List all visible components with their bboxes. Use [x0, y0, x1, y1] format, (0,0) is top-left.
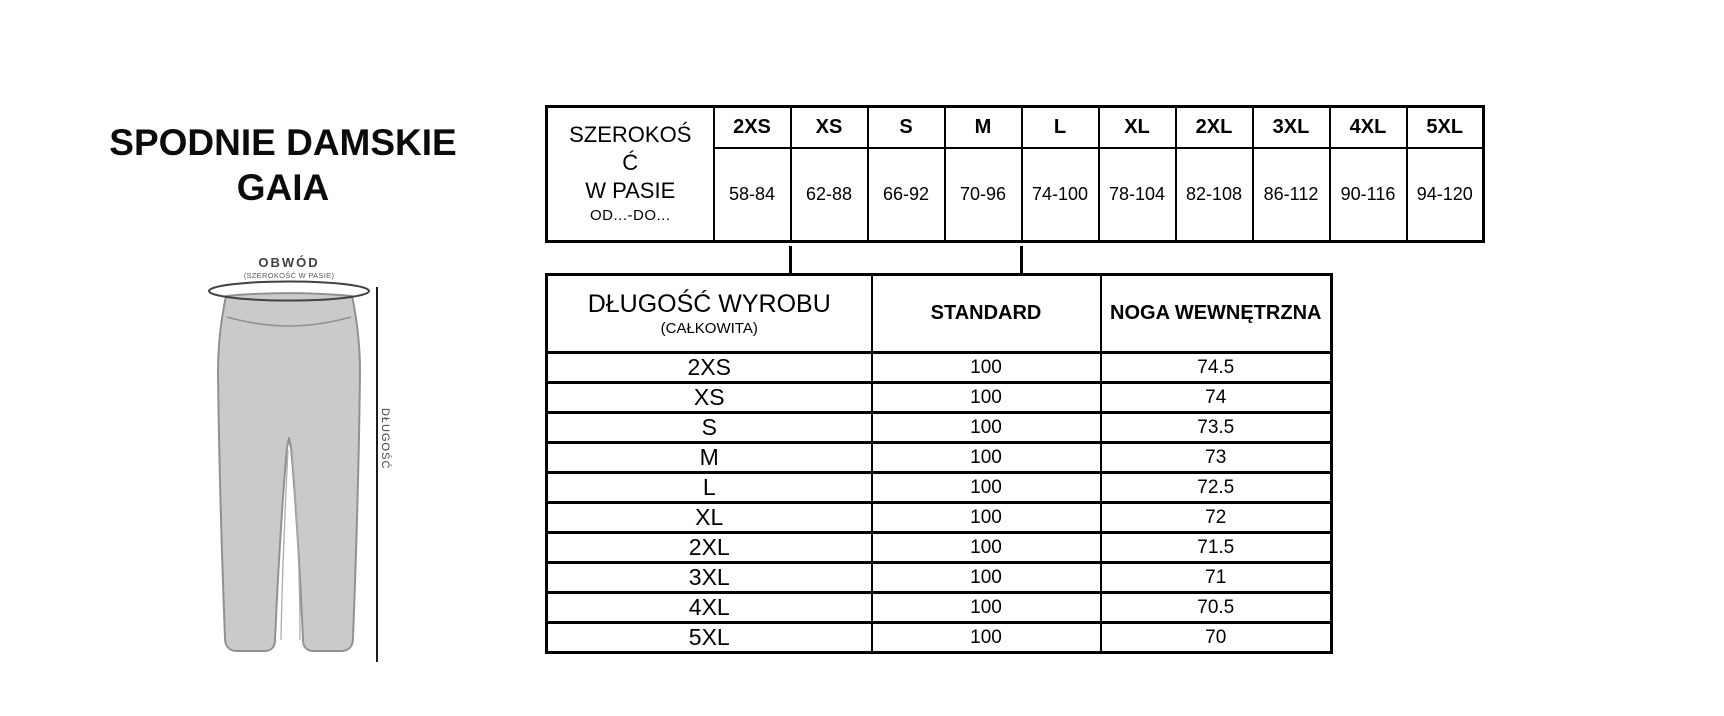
waist-range-cell: 82-108 — [1176, 148, 1253, 242]
waist-circumference-label: OBWÓD — [258, 255, 320, 270]
length-table-title-cell — [547, 275, 872, 353]
length-row-standard: 100 — [872, 593, 1101, 623]
length-row-inner-leg: 73 — [1101, 443, 1332, 473]
length-row-size: M — [547, 443, 872, 473]
product-length-table — [545, 273, 1333, 654]
width-table-range-hint: OD...-DO... — [590, 207, 671, 224]
length-row-size: XL — [547, 503, 872, 533]
waist-range-cell: 90-116 — [1330, 148, 1407, 242]
length-table-row — [547, 443, 1332, 473]
waist-range-cell: 58-84 — [714, 148, 791, 242]
waist-range-cell: 62-88 — [791, 148, 868, 242]
length-row-inner-leg: 74.5 — [1101, 353, 1332, 383]
length-table-row — [547, 533, 1332, 563]
waist-range-cell: 74-100 — [1022, 148, 1099, 242]
width-table-label-line: Ć — [622, 150, 639, 175]
width-table-label-line: W PASIE — [585, 178, 676, 203]
length-row-size: 2XL — [547, 533, 872, 563]
length-row-size: 3XL — [547, 563, 872, 593]
size-column-header: S — [868, 107, 945, 148]
size-column-header: 3XL — [1253, 107, 1330, 148]
length-row-standard: 100 — [872, 563, 1101, 593]
length-row-size: 4XL — [547, 593, 872, 623]
length-table-row — [547, 473, 1332, 503]
length-row-size: S — [547, 413, 872, 443]
length-row-inner-leg: 72.5 — [1101, 473, 1332, 503]
length-measure-line — [376, 287, 378, 662]
size-column-header: XL — [1099, 107, 1176, 148]
standard-column-header: STANDARD — [872, 275, 1101, 353]
size-column-header: 4XL — [1330, 107, 1407, 148]
table-connector-line — [1020, 246, 1023, 275]
length-row-size: XS — [547, 383, 872, 413]
width-table-label-line: SZEROKOŚ — [569, 122, 692, 147]
length-row-standard: 100 — [872, 473, 1101, 503]
length-row-inner-leg: 70 — [1101, 623, 1332, 653]
waist-range-cell: 94-120 — [1407, 148, 1484, 242]
pants-silhouette — [218, 293, 360, 651]
length-row-inner-leg: 71.5 — [1101, 533, 1332, 563]
length-table-row — [547, 503, 1332, 533]
length-row-inner-leg: 72 — [1101, 503, 1332, 533]
length-row-standard: 100 — [872, 503, 1101, 533]
product-title — [63, 120, 503, 210]
length-table-row — [547, 353, 1332, 383]
length-row-size: 2XS — [547, 353, 872, 383]
length-row-standard: 100 — [872, 533, 1101, 563]
size-column-header: 2XL — [1176, 107, 1253, 148]
length-row-inner-leg: 73.5 — [1101, 413, 1332, 443]
size-column-header: 5XL — [1407, 107, 1484, 148]
product-title-line2: GAIA — [236, 167, 330, 208]
length-measure-label: DŁUGOŚĆ — [379, 408, 391, 470]
table-connector-line — [789, 246, 792, 275]
length-row-standard: 100 — [872, 443, 1101, 473]
waist-range-cell: 70-96 — [945, 148, 1022, 242]
size-column-header: XS — [791, 107, 868, 148]
pants-illustration — [175, 280, 415, 662]
length-table-row — [547, 563, 1332, 593]
length-row-standard: 100 — [872, 413, 1101, 443]
waist-width-table — [545, 105, 1485, 243]
length-row-standard: 100 — [872, 623, 1101, 653]
length-table-row — [547, 623, 1332, 653]
length-row-standard: 100 — [872, 353, 1101, 383]
size-header-row — [547, 107, 1484, 148]
length-row-size: 5XL — [547, 623, 872, 653]
length-table-row — [547, 593, 1332, 623]
waist-circumference-sublabel: (SZEROKOŚĆ W PASIE) — [243, 271, 335, 280]
length-row-size: L — [547, 473, 872, 503]
size-column-header: L — [1022, 107, 1099, 148]
length-row-inner-leg: 74 — [1101, 383, 1332, 413]
size-column-header: M — [945, 107, 1022, 148]
size-column-header: 2XS — [714, 107, 791, 148]
waist-range-cell: 78-104 — [1099, 148, 1176, 242]
length-row-inner-leg: 71 — [1101, 563, 1332, 593]
waist-range-cell: 86-112 — [1253, 148, 1330, 242]
width-table-label-cell — [547, 107, 714, 242]
product-title-line1: SPODNIE DAMSKIE — [109, 122, 457, 163]
length-table-title: DŁUGOŚĆ WYROBU — [587, 290, 831, 318]
length-row-standard: 100 — [872, 383, 1101, 413]
length-table-row — [547, 413, 1332, 443]
width-table-label — [548, 121, 713, 205]
length-table-row — [547, 383, 1332, 413]
inner-leg-column-header: NOGA WEWNĘTRZNA — [1101, 275, 1332, 353]
length-table-header-row — [547, 275, 1332, 353]
waist-range-cell: 66-92 — [868, 148, 945, 242]
length-row-inner-leg: 70.5 — [1101, 593, 1332, 623]
length-table-subtitle: (CAŁKOWITA) — [660, 320, 758, 337]
